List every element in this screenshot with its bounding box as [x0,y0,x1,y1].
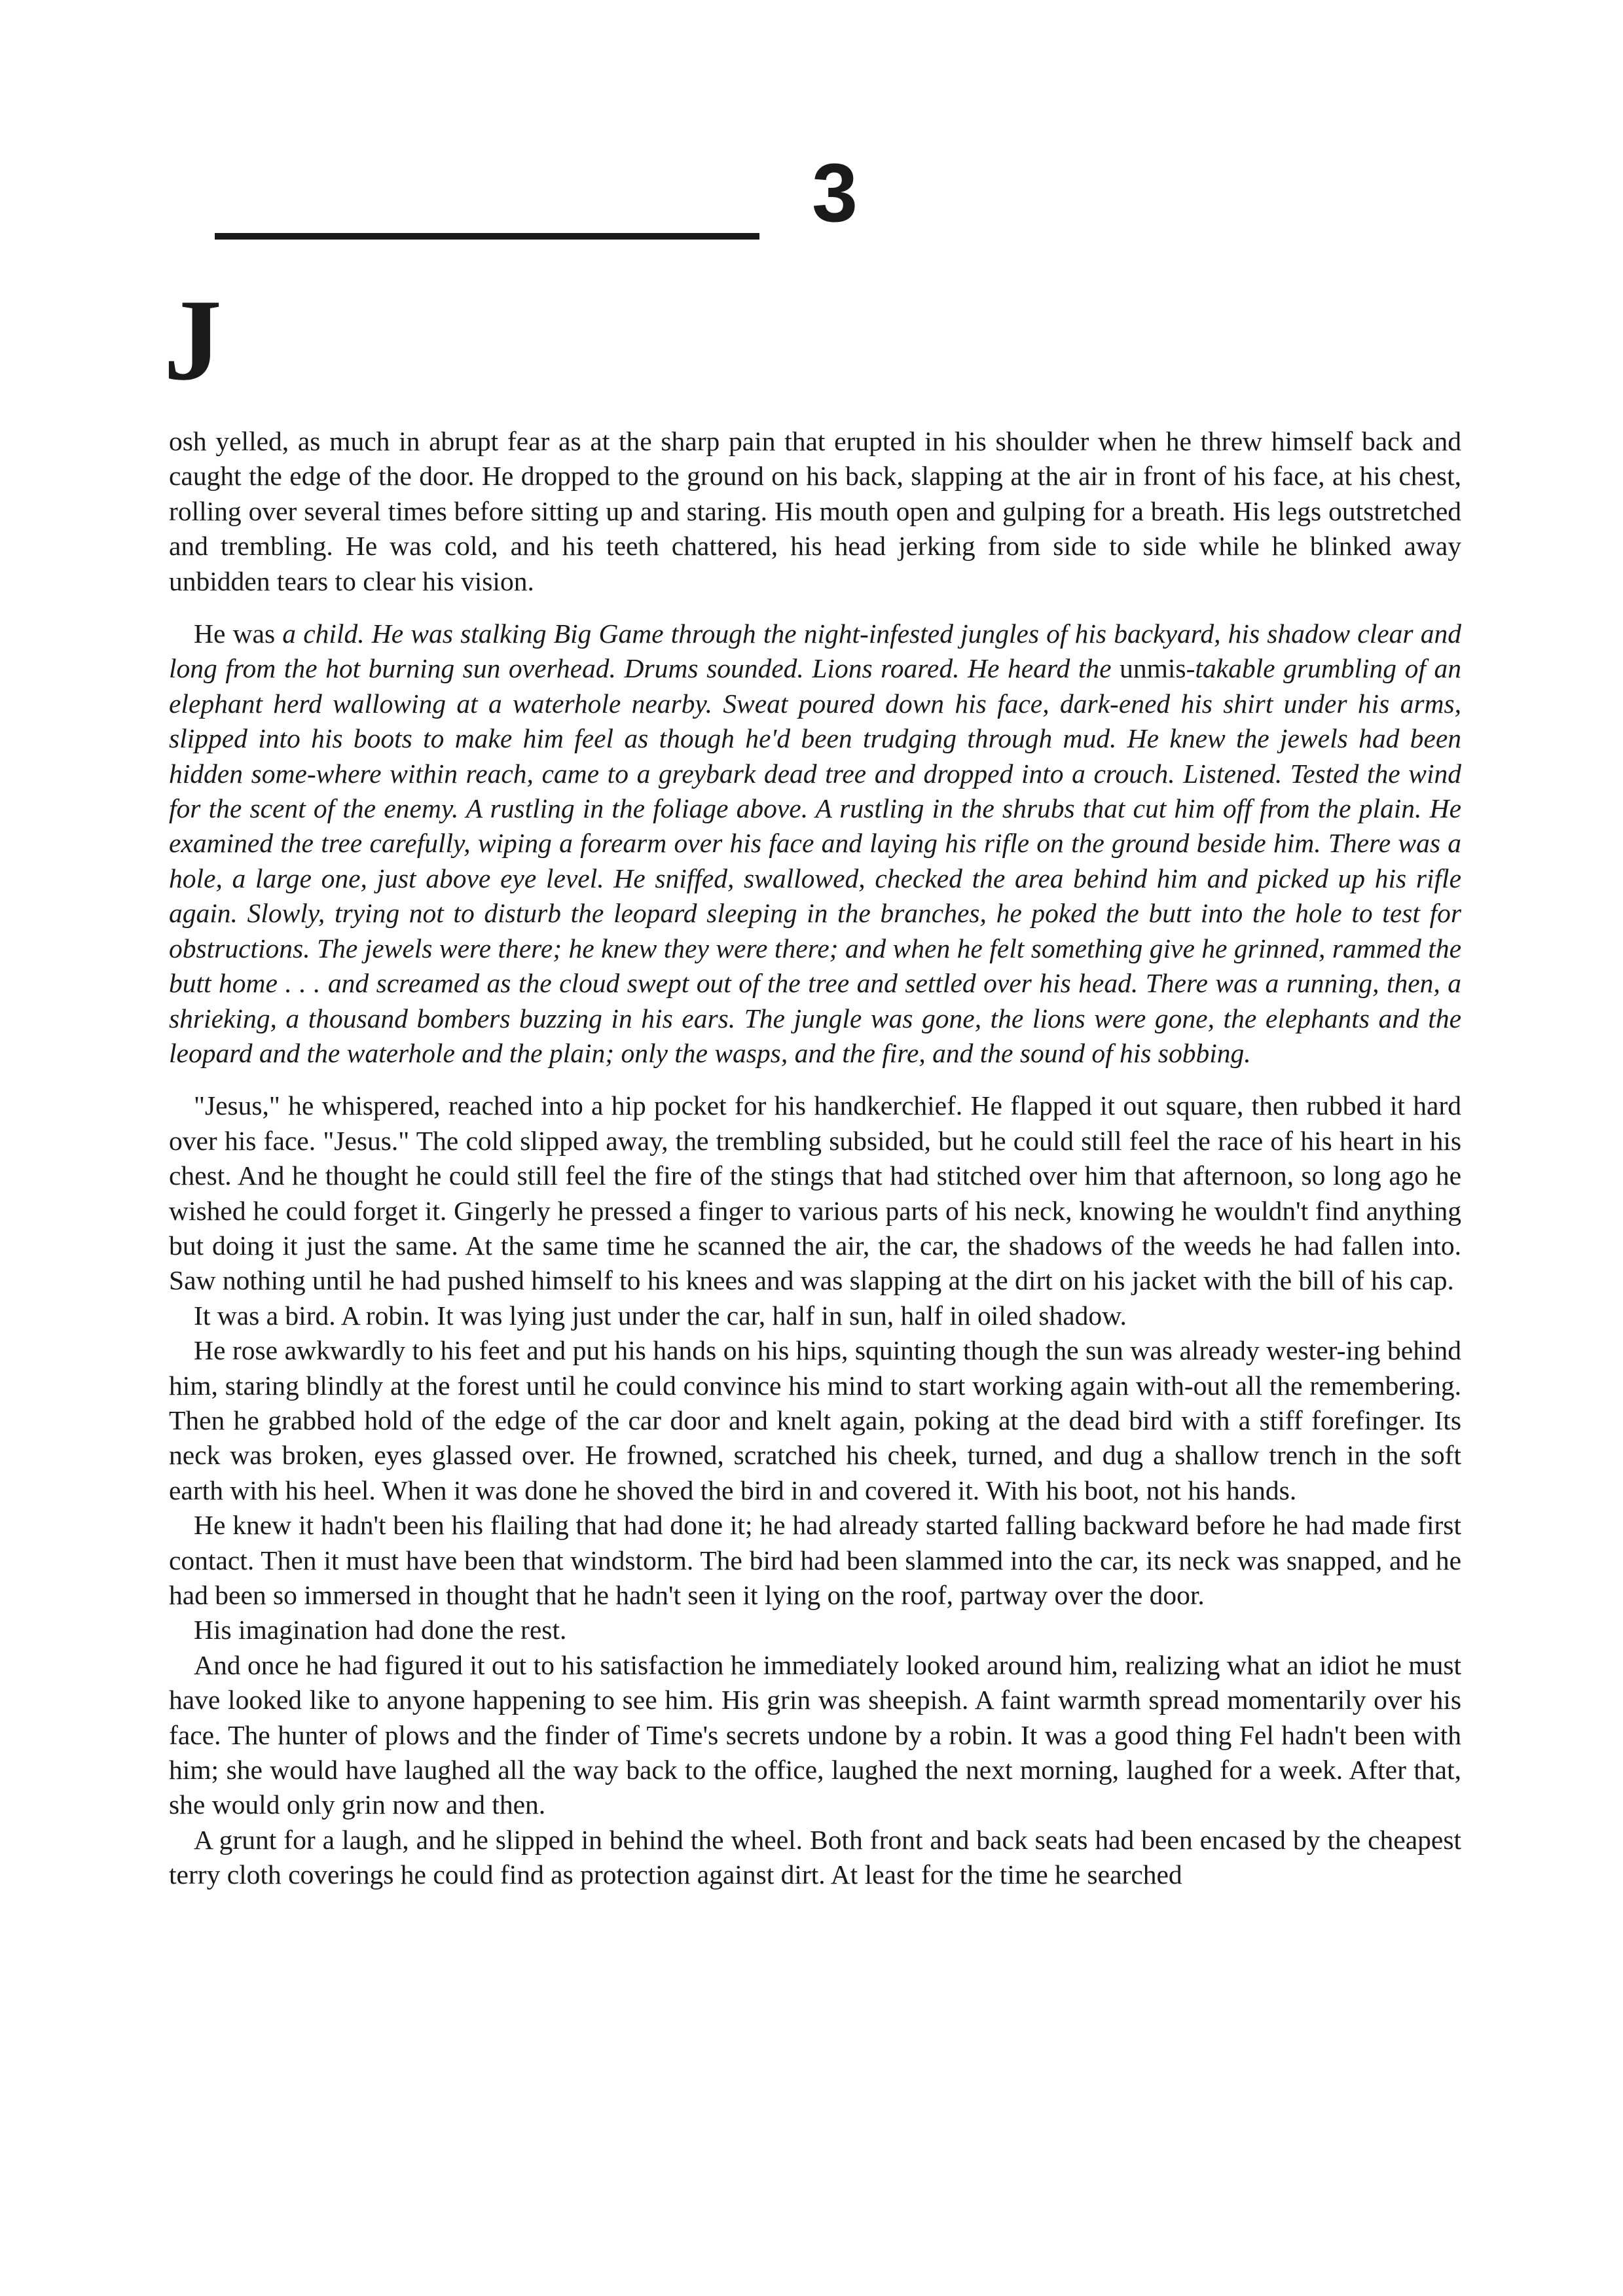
paragraph [169,1648,1461,1823]
paragraph [169,1299,1461,1333]
paragraph-text: "Jesus," he whispered, reached into a hip pocket for his handkerchief. He flapped it out square, then rubbed it hard over his face. "Jesus." The cold slipped away, the trembling subsided, but he could still feel the race of his heart in his chest. And he thought he could still feel the fire of the stings that had stitched over him that afternoon, so long ago he wished he could forget it. Gingerly he pressed a finger to various parts of his neck, knowing he wouldn't find anything but doing it just the same. At the same time he scanned the air, the car, the shadows of the weeds he had fallen into. Saw nothing until he had pushed himself to his knees and was slapping at the dirt on his jacket with the bill of his cap. [169,1090,1461,1296]
chapter-heading-rule [215,233,759,240]
paragraph-text: It was a bird. A robin. It was lying just under the car, half in sun, half in oiled shadow. [194,1300,1127,1331]
paragraph-text-italic: a child. He was stalking Big Game through the night-infested jungles of his backyard, his shadow clear and long from the hot burning sun overhead. Drums sounded. Lions roared. He heard the [169,619,1461,684]
paragraph [169,1613,1461,1647]
drop-cap: J [164,275,222,404]
paragraph-text: And once he had figured it out to his satisfaction he immediately looked around him, realizing what an idiot he must have looked like to anyone happening to see him. His grin was sheepish. A faint warmth spread momentarily over his face. The hunter of plows and the finder of Time's secrets undone by a robin. It was a good thing Fel hadn't been with him; she would have laughed all the way back to the office, laughed the next morning, laughed for a week. After that, she would only grin now and then. [169,1649,1461,1820]
paragraph [169,1508,1461,1613]
paragraph [169,1333,1461,1508]
paragraph-flashback [169,617,1461,1071]
paragraph [169,1823,1461,1893]
paragraph [169,1088,1461,1298]
paragraph-text: He knew it hadn't been his flailing that had done it; he had already started falling backward before he had made first contact. Then it must have been that windstorm. The bird had been slammed into the car, its neck was snapped, and he had been so immersed in thought that he hadn't seen it lying on the roof, partway over the door. [169,1510,1461,1610]
paragraph-text: He was [194,619,283,649]
paragraph-text: osh yelled, as much in abrupt fear as at the sharp pain that erupted in his shoulder when he threw himself back and caught the edge of the door. He dropped to the ground on his back, slapping at the air in front of his face, at his chest, rolling over several times before sitting up and staring. His mouth open and gulping for a breath. His legs outstretched and trembling. He was cold, and his teeth chattered, his head jerking from side to side while he blinked away unbidden tears to clear his vision. [169,426,1461,596]
paragraph-text: His imagination had done the rest. [194,1615,567,1645]
chapter-number: 3 [812,147,858,239]
paragraph-text-italic: takable grumbling of an elephant herd wallowing at a waterhole nearby. Sweat poured down his face, dark-ened his shirt under his arms, slipped into his boots to make him feel as though he'd been trudging through mud. He knew the jewels had been hidden some-where within reach, came to a greybark dead tree and dropped into a crouch. Listened. Tested the wind for the scent of the enemy. A rustling in the foliage above. A rustling in the shrubs that cut him off from the plain. He examined the tree carefully, wiping a forearm over his face and laying his rifle on the ground beside him. There was a hole, a large one, just above eye level. He sniffed, swallowed, checked the area behind him and picked up his rifle again. Slowly, trying not to disturb the leopard sleeping in the branches, he poked the butt into the hole to test for obstructions. The jewels were there; he knew they were there; and when he felt something give he grinned, rammed the butt home . . . and screamed as the cloud swept out of the tree and settled over his head. There was a running, then, a shrieking, a thousand bombers buzzing in his ears. The jungle was gone, the lions were gone, the elephants and the leopard and the waterhole and the plain; only the wasps, and the fire, and the sound of his sobbing. [169,653,1461,1068]
paragraph [169,424,1461,599]
paragraph-text: A grunt for a laugh, and he slipped in behind the wheel. Both front and back seats had been encased by the cheapest terry cloth coverings he could find as protection against dirt. At least for the time he searched [169,1824,1461,1890]
paragraph-text: He rose awkwardly to his feet and put his hands on his hips, squinting though the sun was already wester-ing behind him, staring blindly at the forest until he could convince his mind to start working again with-out all the remembering. Then he grabbed hold of the edge of the car door and knelt again, poking at the dead bird with a stiff forefinger. Its neck was broken, eyes glassed over. He frowned, scratched his cheek, turned, and dug a shallow trench in the soft earth with his heel. When it was done he shoved the bird in and covered it. With his boot, not his hands. [169,1335,1461,1505]
body-text [169,424,1461,1893]
paragraph-text: unmis- [1120,653,1195,684]
